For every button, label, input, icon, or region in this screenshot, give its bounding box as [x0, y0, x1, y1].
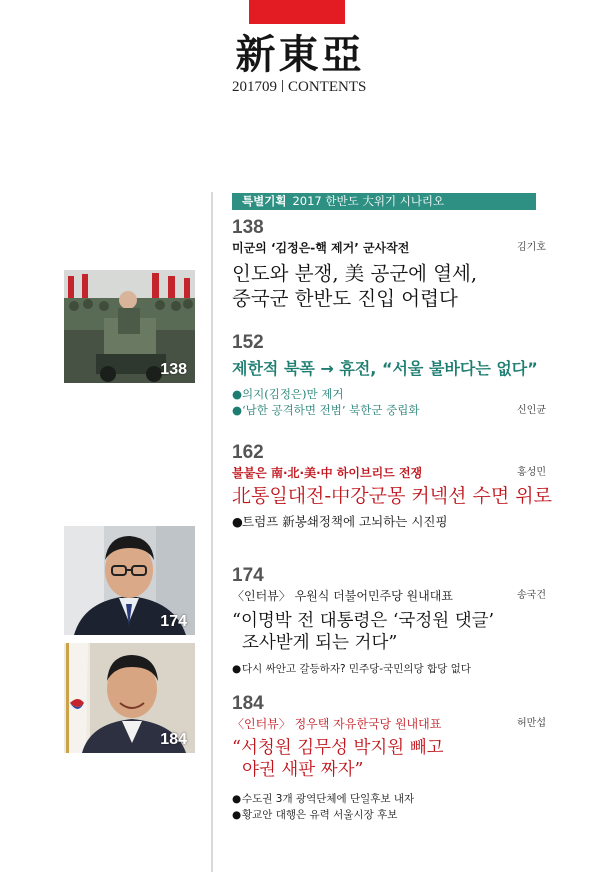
toc-entry-138[interactable]	[232, 217, 552, 311]
bullet-dot-icon: ●	[232, 793, 242, 805]
bullet-item	[232, 402, 552, 418]
toc-entry-184[interactable]	[232, 693, 552, 823]
issue-line	[232, 79, 366, 96]
bullet-item	[232, 791, 552, 807]
contents-label: CONTENTS	[288, 79, 367, 95]
toc-entry-174[interactable]	[232, 565, 552, 677]
entry-headline[interactable]	[232, 356, 552, 381]
banner-label: 특별기획	[242, 194, 287, 208]
column-divider	[211, 192, 213, 872]
bullet-dot-icon: ●	[232, 514, 243, 529]
toc-entry-162[interactable]	[232, 442, 552, 530]
entry-author: 신인균	[517, 405, 546, 416]
bullet-dot-icon: ●	[232, 663, 242, 675]
bullet-dot-icon: ●	[232, 403, 243, 417]
headline-line: 제한적 북폭 → 휴전, “서울 불바다는 없다”	[232, 359, 538, 378]
entry-headline[interactable]	[232, 610, 552, 654]
bullet-item	[232, 386, 552, 402]
entry-kicker-text: 〈인터뷰〉 우원식 더불어민주당 원내대표	[232, 589, 453, 603]
photo-page-label: 138	[160, 361, 187, 378]
entry-author: 송국건	[517, 590, 546, 601]
entry-kicker-text: 〈인터뷰〉 정우택 자유한국당 원내대표	[232, 717, 442, 731]
bullet-item	[232, 514, 552, 530]
entry-kicker	[232, 240, 552, 256]
entry-bullets	[232, 791, 552, 823]
entry-page-number: 138	[232, 217, 264, 238]
entry-bullets	[232, 514, 552, 530]
photo-military-parade[interactable]	[64, 270, 195, 383]
entry-author: 김기호	[517, 242, 546, 253]
photo-chung-woo-taik[interactable]	[64, 643, 195, 753]
toc-entry-152[interactable]	[232, 332, 552, 418]
headline-line: 야권 새판 짜자”	[242, 760, 364, 780]
entry-kicker	[232, 588, 552, 604]
headline-line: 조사받게 되는 거다”	[242, 633, 398, 653]
headline-line: “이명박 전 대통령은 ‘국정원 댓글’	[232, 611, 495, 631]
bullet-item	[232, 807, 552, 823]
entry-kicker-text: 불붙은 南·北·美·中 하이브리드 전쟁	[232, 466, 423, 480]
headline-line: 北통일대전-中강군몽 커넥션 수면 위로	[232, 485, 552, 507]
issue-separator	[282, 80, 283, 92]
masthead	[0, 32, 600, 78]
photo-page-label: 174	[160, 613, 187, 630]
bullet-text: 트럼프 新봉쇄정책에 고뇌하는 시진핑	[242, 514, 448, 529]
bullet-text: 의지(김정은)만 제거	[242, 387, 344, 401]
bullet-item	[232, 661, 552, 677]
special-feature-banner[interactable]	[232, 193, 536, 210]
photo-page-label: 184	[160, 731, 187, 748]
banner-title: 2017 한반도 大위기 시나리오	[292, 194, 445, 208]
entry-page-number: 162	[232, 442, 264, 463]
masthead-red-tab	[249, 0, 345, 24]
magazine-logo: 新東亞	[235, 31, 365, 78]
photo-woo-won-shik[interactable]	[64, 526, 195, 635]
issue-number: 201709	[232, 79, 277, 95]
headline-line: “서청원 김무성 박지원 빼고	[232, 738, 444, 758]
entry-headline[interactable]	[232, 484, 552, 509]
entry-headline[interactable]	[232, 737, 552, 781]
entry-headline[interactable]	[232, 261, 552, 311]
entry-page-number: 184	[232, 693, 264, 714]
bullet-dot-icon: ●	[232, 387, 243, 401]
headline-line: 인도와 분쟁, 美 공군에 열세,	[232, 262, 478, 285]
bullet-text: ‘남한 공격하면 전범’ 북한군 중립화	[242, 403, 420, 417]
entry-kicker-text: 미군의 ‘김정은-핵 제거’ 군사작전	[232, 241, 410, 255]
entry-author: 허만섭	[517, 718, 546, 729]
bullet-text: 다시 싸안고 갈등하자? 민주당-국민의당 합당 없다	[242, 663, 471, 675]
entry-kicker	[232, 465, 552, 481]
entry-page-number: 152	[232, 332, 264, 353]
bullet-text: 수도권 3개 광역단체에 단일후보 내자	[242, 793, 415, 805]
entry-bullets	[232, 661, 552, 677]
entry-page-number: 174	[232, 565, 264, 586]
bullet-dot-icon: ●	[232, 809, 242, 821]
headline-line: 중국군 한반도 진입 어렵다	[232, 287, 458, 310]
entry-bullets	[232, 386, 552, 418]
bullet-text: 황교안 대행은 유력 서울시장 후보	[242, 809, 398, 821]
entry-kicker	[232, 716, 552, 732]
entry-author: 홍성민	[517, 467, 546, 478]
